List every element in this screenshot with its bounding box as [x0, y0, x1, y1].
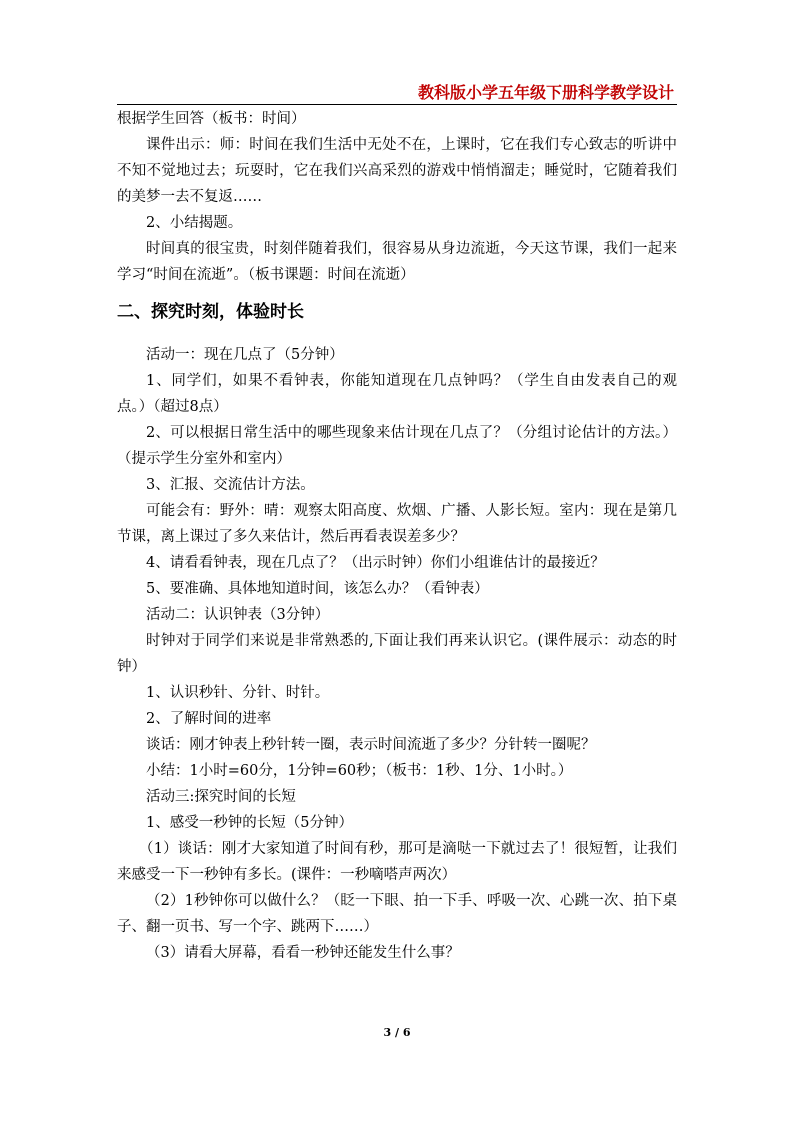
paragraph: 谈话：刚才钟表上秒针转一圈，表示时间流逝了多少？分针转一圈呢？ [146, 737, 596, 753]
section-heading: 二、探究时刻，体验时长 [117, 302, 304, 322]
paragraph: 时钟对于同学们来说是非常熟悉的,下面让我们再来认识它。(课件展示：动态的时钟） [117, 633, 677, 675]
header-divider [117, 104, 677, 105]
paragraph: （2）1秒钟你可以做什么？（眨一下眼、拍一下手、呼吸一次、心跳一次、拍下桌子、翻一页书、写一个字、跳两下……） [117, 893, 677, 935]
document-body [117, 106, 677, 966]
paragraph: 5、要准确、具体地知道时间，该怎么办？（看钟表） [146, 581, 489, 597]
paragraph: 可能会有：野外：晴：观察太阳高度、炊烟、广播、人影长短。室内：现在是第几节课，离上课过了多久来估计，然后再看表误差多少？ [117, 503, 677, 545]
paragraph: 3、汇报、交流估计方法。 [146, 477, 315, 493]
paragraph: 根据学生回答（板书：时间） [117, 111, 306, 127]
paragraph: （1）谈话：刚才大家知道了时间有秒，那可是滴哒一下就过去了！很短暂，让我们来感受一下一秒钟有多长。(课件：一秒嘀嗒声两次） [117, 841, 677, 883]
paragraph: 2、可以根据日常生活中的哪些现象来估计现在几点了？（分组讨论估计的方法。）（提示学生分室外和室内） [117, 425, 677, 467]
paragraph: 1、感受一秒钟的长短（5分钟） [146, 815, 353, 831]
paragraph: （3）请看大屏幕，看看一秒钟还能发生什么事？ [146, 945, 460, 961]
paragraph: 1、同学们，如果不看钟表，你能知道现在几点钟吗？（学生自由发表自己的观点。）（超过8点） [117, 373, 677, 415]
paragraph: 活动二：认识钟表（3分钟） [146, 607, 330, 623]
paragraph: 4、请看看钟表，现在几点了？（出示时钟）你们小组谁估计的最接近？ [146, 555, 605, 571]
paragraph: 活动三:探究时间的长短 [146, 789, 296, 805]
intro-paragraphs [117, 106, 677, 288]
paragraph: 活动一：现在几点了（5分钟） [146, 347, 344, 363]
paragraph: 2、了解时间的进率 [146, 711, 272, 727]
page-number: 3 / 6 [383, 1026, 411, 1039]
document-header-title: 教科版小学五年级下册科学教学设计 [417, 83, 674, 102]
paragraph: 课件出示：师：时间在我们生活中无处不在，上课时，它在我们专心致志的听讲中不知不觉地过去；玩耍时，它在我们兴高采烈的游戏中悄悄溜走；睡觉时，它随着我们的美梦一去不复返…… [117, 137, 677, 205]
paragraph: 2、小结揭题。 [146, 215, 243, 231]
paragraph: 1、认识秒针、分针、时针。 [146, 685, 330, 701]
activity-paragraphs [117, 342, 677, 966]
paragraph: 时间真的很宝贵，时刻伴随着我们，很容易从身边流逝，今天这节课，我们一起来学习“时间在流逝”。（板书课题：时间在流逝） [117, 241, 677, 283]
paragraph: 小结：1小时=60分，1分钟=60秒；（板书：1秒、1分、1小时。） [146, 763, 573, 779]
